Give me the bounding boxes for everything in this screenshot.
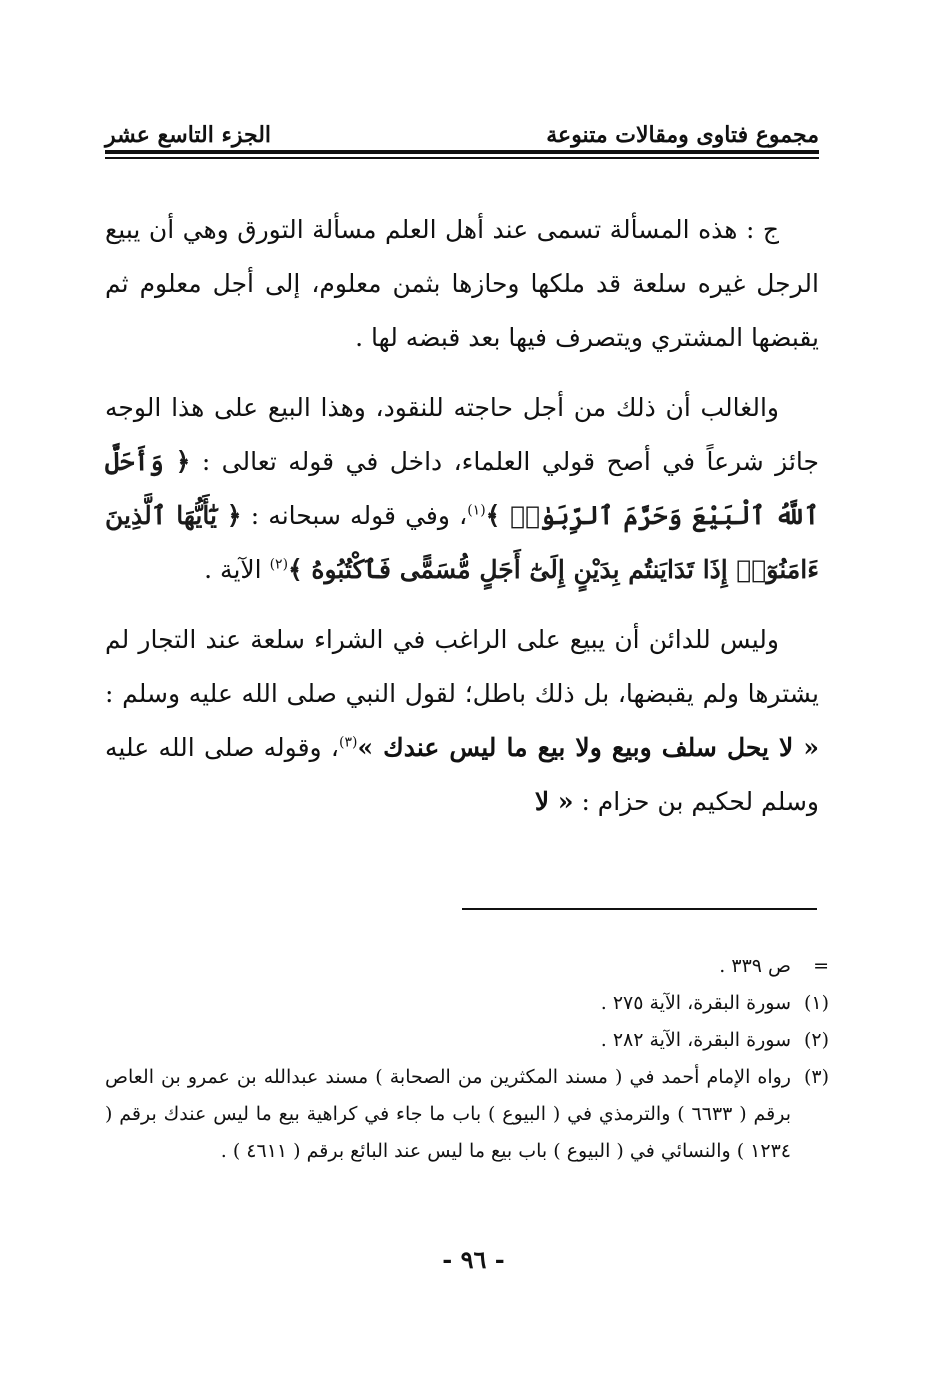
header-rule-thin [105,157,819,159]
footnote-continuation [105,948,829,985]
footnote-text: سورة البقرة، الآية ٢٨٢ . [600,1029,791,1051]
footnote-ref-3: (٣) [338,734,358,751]
main-text [105,203,819,845]
hadith-quote-1: « لا يحل سلف وبيع ولا بيع ما ليس عندك » [357,733,819,762]
paragraph-answer [105,203,819,365]
ruling-text-a: والغالب أن ذلك من أجل حاجته للنقود، وهذا البيع على هذا الوجه جائز شرعاً في أصح قولي العلماء، داخل في قوله تعالى : [105,393,819,476]
footnote-item [105,1022,829,1059]
paragraph-prohibition [105,613,819,829]
quran-verse-2: ﴿ يَٰٓأَيُّهَا ٱلَّذِينَ ءَامَنُوٓا۟ إِذَا تَدَايَنتُم بِدَيْنٍ إِلَىٰٓ أَجَلٍ مُّسَمًّى فَٱكْتُبُوهُ ﴾ [105,501,819,584]
ruling-text-b: ، وفي قوله سبحانه : [250,501,468,530]
book-title: مجموع فتاوى ومقالات متنوعة [546,122,819,148]
quran-verse-1: ﴿ وَأَحَلَّ ٱللَّهُ ٱلْبَيْعَ وَحَرَّمَ ٱلرِّبَوٰا۟ ﴾ [105,447,819,530]
volume-label: الجزء التاسع عشر [105,122,272,148]
footnote-item [105,1059,829,1170]
prohibition-text-a: وليس للدائن أن يبيع على الراغب في الشراء سلعة عند التجار لم يشترها ولم يقبضها، بل ذلك باطل؛ لقول النبي صلى الله عليه وسلم : [105,625,819,708]
footnote-number: (٢) [803,1029,829,1051]
continuation-text: ص ٣٣٩ . [719,955,791,977]
footnote-number: (١) [803,992,829,1014]
running-header [105,112,819,148]
ruling-text-c: الآية . [204,555,262,584]
prohibition-text-b: ، وقوله صلى الله عليه وسلم لحكيم بن حزام : [105,733,819,816]
footnote-text: رواه الإمام أحمد في ( مسند المكثرين من الصحابة ) مسند عبدالله بن عمرو بن العاص برقم ( ٦٦٣٣ ) والترمذي في ( البيوع ) باب ما جاء في كراهية بيع ما ليس عندك برقم ( ١٢٣٤ ) والنسائي في ( البيوع ) باب بيع ما ليس عند البائع برقم ( ٤٦١١ ) . [105,1066,791,1162]
paragraph-ruling [105,381,819,597]
paragraph-answer-text: ج : هذه المسألة تسمى عند أهل العلم مسألة التورق وهي أن يبيع الرجل غيره سلعة قد ملكها وحازها بثمن معلوم، إلى أجل معلوم ثم يقبضها المشتري ويتصرف فيها بعد قبضه لها . [105,215,819,352]
continuation-mark: = [813,955,829,977]
footnote-number: (٣) [803,1066,829,1088]
page-number: - ٩٦ - [442,1245,505,1274]
footnotes [105,948,829,1170]
footnote-text: سورة البقرة، الآية ٢٧٥ . [600,992,791,1014]
header-rule-thick [105,150,819,154]
footnote-separator [462,908,817,910]
hadith-quote-2-start: « لا [534,787,574,816]
footnote-ref-2: (٢) [269,556,289,573]
footnote-item [105,985,829,1022]
footnote-ref-1: (١) [467,502,486,519]
